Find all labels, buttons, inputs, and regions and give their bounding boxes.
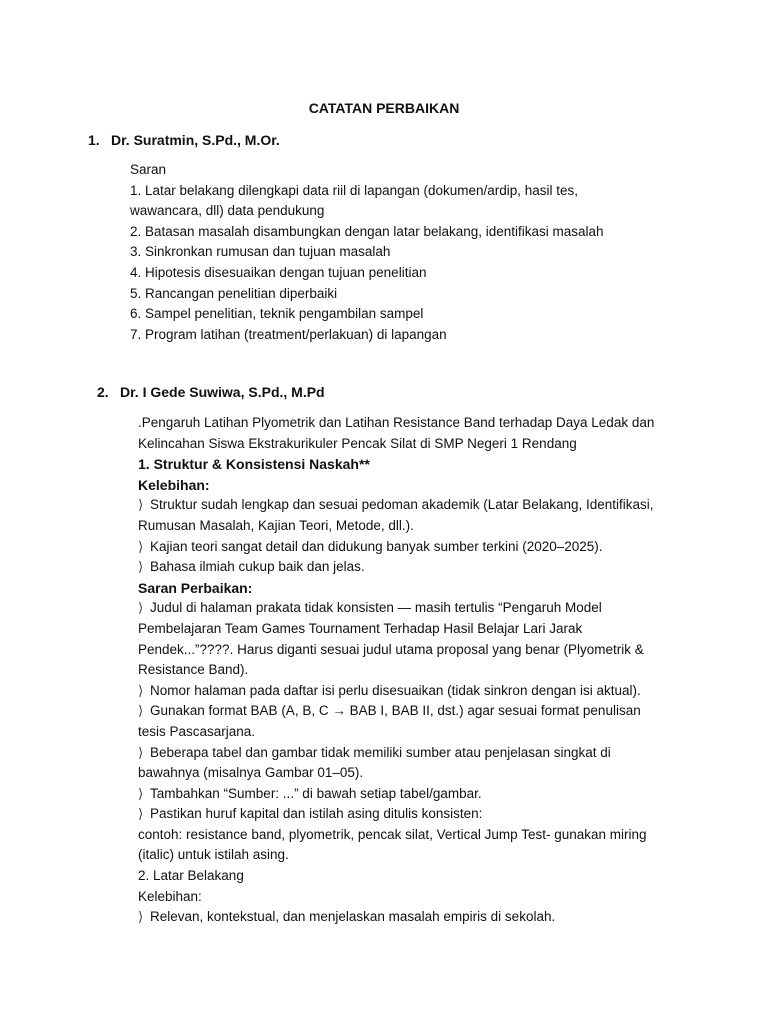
list-item <box>138 557 698 578</box>
reviewer-1-number: 1. <box>88 132 100 148</box>
note-text: Kajian teori sangat detail dan didukung banyak sumber terkini (2020–2025). <box>150 538 603 554</box>
note-text: Gunakan format BAB (A, B, C → BAB I, BAB II, dst.) agar sesuai format penulisan <box>150 703 641 719</box>
note-line: contoh: resistance band, plyometrik, pencak silat, Vertical Jump Test- gunakan miring <box>138 826 647 842</box>
note-line: 3. Sinkronkan rumusan dan tujuan masalah <box>130 244 391 260</box>
saran-perbaikan-label: Saran Perbaikan: <box>138 579 253 596</box>
note-line: bawahnya (misalnya Gambar 01–05). <box>138 765 364 781</box>
note-text: Beberapa tabel dan gambar tidak memiliki sumber atau penjelasan singkat di <box>150 744 611 760</box>
reviewer-2-heading <box>97 384 325 400</box>
note-line: tesis Pascasarjana. <box>138 723 256 739</box>
kelebihan-label: Kelebihan: <box>138 888 202 904</box>
note-line: wawancara, dll) data pendukung <box>130 203 325 219</box>
note-line: 6. Sampel penelitian, teknik pengambilan sampel <box>130 306 424 322</box>
reviewer-2-number: 2. <box>97 384 109 400</box>
bullet-icon: ⟩ <box>138 559 144 576</box>
reviewer-1-name: Dr. Suratmin, S.Pd., M.Or. <box>111 132 280 148</box>
list-item <box>138 495 698 516</box>
bullet-icon: ⟩ <box>138 600 144 617</box>
bullet-icon: ⟩ <box>138 682 144 699</box>
note-line: 5. Rancangan penelitian diperbaiki <box>130 285 338 301</box>
bullet-icon: ⟩ <box>138 785 144 802</box>
note-line: 1. Latar belakang dilengkapi data riil di lapangan (dokumen/ardip, hasil tes, <box>130 182 579 198</box>
note-text: Nomor halaman pada daftar isi perlu disesuaikan (tidak sinkron dengan isi aktual). <box>150 682 641 698</box>
note-text: Struktur sudah lengkap dan sesuai pedoman akademik (Latar Belakang, Identifikasi, <box>150 497 654 513</box>
proposal-title-line: Kelincahan Siswa Ekstrakurikuler Pencak Silat di SMP Negeri 1 Rendang <box>138 435 577 451</box>
list-item <box>138 701 698 722</box>
note-text: Tambahkan “Sumber: ...” di bawah setiap tabel/gambar. <box>150 785 482 801</box>
bullet-icon: ⟩ <box>138 497 144 514</box>
bullet-icon: ⟩ <box>138 703 144 720</box>
bullet-icon: ⟩ <box>138 909 144 926</box>
note-text: Bahasa ilmiah cukup baik dan jelas. <box>150 559 365 575</box>
section-heading: 2. Latar Belakang <box>138 868 244 884</box>
reviewer-1-heading <box>88 132 280 148</box>
proposal-title-line: .Pengaruh Latihan Plyometrik dan Latihan Resistance Band terhadap Daya Ledak dan <box>138 415 655 430</box>
page-title: CATATAN PERBAIKAN <box>308 100 460 116</box>
reviewer-2-notes <box>138 413 698 928</box>
reviewer-1-notes <box>130 160 690 345</box>
note-line: 7. Program latihan (treatment/perlakuan) di lapangan <box>130 326 447 342</box>
note-line: Resistance Band). <box>138 662 249 678</box>
note-text: Pastikan huruf kapital dan istilah asing ditulis konsisten: <box>150 806 483 822</box>
list-item <box>138 907 698 928</box>
list-item <box>138 598 698 619</box>
list-item <box>138 804 698 825</box>
list-item <box>138 681 698 702</box>
note-line: 2. Batasan masalah disambungkan dengan latar belakang, identifikasi masalah <box>130 223 604 239</box>
reviewer-2-name: Dr. I Gede Suwiwa, S.Pd., M.Pd <box>120 384 325 400</box>
list-item <box>138 537 698 558</box>
note-line: 4. Hipotesis disesuaikan dengan tujuan penelitian <box>130 264 427 280</box>
list-item <box>138 784 698 805</box>
section-heading: 1. Struktur & Konsistensi Naskah** <box>138 456 370 473</box>
note-line: Pendek...”????. Harus diganti sesuai judul utama proposal yang benar (Plyometrik & <box>138 641 644 657</box>
note-text: Relevan, kontekstual, dan menjelaskan masalah empiris di sekolah. <box>150 909 556 925</box>
note-line: Pembelajaran Team Games Tournament Terhadap Hasil Belajar Lari Jarak <box>138 620 583 636</box>
note-line: Rumusan Masalah, Kajian Teori, Metode, dll.). <box>138 517 414 533</box>
saran-label: Saran <box>130 162 167 177</box>
note-text: Judul di halaman prakata tidak konsisten — masih tertulis “Pengaruh Model <box>150 600 602 616</box>
kelebihan-label: Kelebihan: <box>138 476 210 493</box>
bullet-icon: ⟩ <box>138 538 144 555</box>
list-item <box>138 743 698 764</box>
bullet-icon: ⟩ <box>138 806 144 823</box>
bullet-icon: ⟩ <box>138 744 144 761</box>
note-line: (italic) untuk istilah asing. <box>138 847 289 863</box>
